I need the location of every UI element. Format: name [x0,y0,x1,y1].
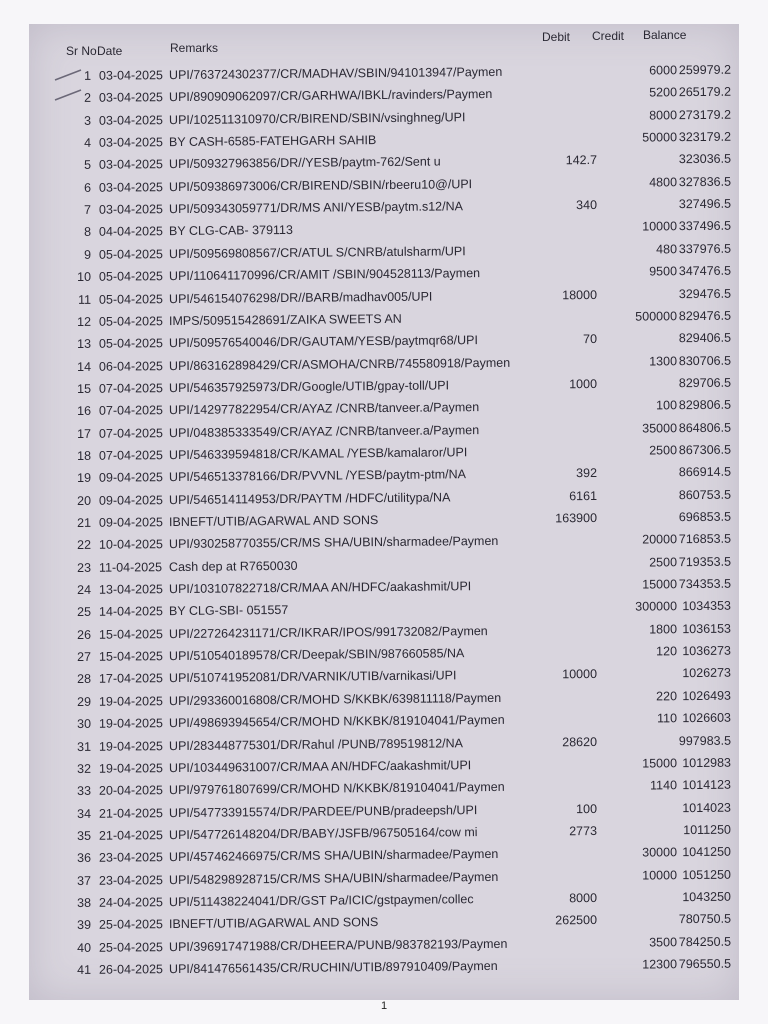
row-debit: 6161 [569,488,598,503]
row-date: 10-04-2025 [98,537,164,553]
row-debit [507,172,597,173]
row-remarks: IBNEFT/UTIB/AGARWAL AND SONS [168,513,379,530]
row-date: 20-04-2025 [98,783,164,798]
row-remarks: UPI/547726148204/DR/BABY/JSFB/967505164/cow mi [168,824,478,842]
row-date: 19-04-2025 [98,693,164,709]
row-debit [507,574,597,575]
row-debit [507,529,597,530]
row-sr-number: 15 [77,381,92,396]
row-sr-number: 10 [77,269,92,285]
row-sr-number: 27 [77,649,92,665]
header-remarks: Remarks [170,41,219,55]
row-balance: 327496.5 [678,196,732,212]
row-remarks: UPI/509569808567/CR/ATUL S/CNRB/atulsharm/UPI [168,244,466,261]
row-balance: 867306.5 [678,442,732,458]
row-remarks: UPI/510741952081/DR/VARNIK/UTIB/varnikasi/UPI [168,668,457,686]
statement-sheet [29,24,739,1000]
row-credit: 220 [656,688,678,704]
row-debit [507,306,597,307]
row-sr-number: 26 [77,627,92,642]
row-sr-number: 35 [77,828,92,843]
row-remarks: UPI/509343059771/DR/MS ANI/YESB/paytm.s12/NA [168,199,463,217]
row-credit: 500000 [635,309,678,324]
row-credit: 50000 [642,130,678,145]
row-date: 05-04-2025 [98,269,164,284]
row-remarks: UPI/548298928715/CR/MS SHA/UBIN/sharmadee/Paymen [168,869,499,887]
row-remarks: UPI/546357925973/DR/Google/UTIB/gpay-toll/UPI [168,378,450,395]
row-remarks: UPI/457462466975/CR/MS SHA/UBIN/sharmadee/Paymen [168,847,499,865]
row-balance: 327836.5 [678,174,732,189]
row-remarks: UPI/510540189578/CR/Deepak/SBIN/987660585/NA [168,646,465,664]
row-debit: 100 [576,801,598,816]
row-sr-number: 13 [77,337,92,352]
row-debit [507,127,597,128]
row-balance: 1026603 [682,710,732,726]
row-balance: 1041250 [682,844,732,860]
row-sr-number: 23 [77,560,92,575]
row-debit [507,686,597,687]
row-balance: 829706.5 [678,375,732,391]
row-remarks: UPI/103107822718/CR/MAA AN/HDFC/aakashmit/UPI [168,579,472,597]
row-date: 25-04-2025 [98,917,164,933]
row-balance: 1014123 [682,777,732,793]
row-date: 24-04-2025 [98,895,164,910]
row-remarks: UPI/103449631007/CR/MAA AN/HDFC/aakashmit/UPI [168,758,472,775]
row-debit [507,842,597,843]
row-sr-number: 18 [77,448,92,463]
row-date: 21-04-2025 [98,805,164,821]
row-sr-number: 1 [83,68,92,83]
row-sr-number: 38 [77,895,92,910]
row-date: 19-04-2025 [98,738,164,754]
row-sr-number: 40 [77,940,92,955]
row-remarks: UPI/142977822954/CR/AYAZ /CNRB/tanveer.a/Paymen [168,400,480,418]
row-date: 25-04-2025 [98,939,164,955]
row-debit [507,932,597,933]
row-credit: 20000 [642,532,678,547]
row-sr-number: 29 [77,694,92,709]
row-balance: 1043250 [682,889,732,905]
row-date: 14-04-2025 [98,604,164,620]
row-balance: 1036153 [682,621,732,636]
row-remarks: BY CLG-SBI- 051557 [168,603,289,619]
header-balance: Balance [643,28,687,42]
row-date: 03-04-2025 [98,157,164,173]
row-sr-number: 21 [77,515,92,530]
row-remarks: UPI/511438224041/DR/GST Pa/ICIC/gstpaymen/collec [168,892,474,910]
row-date: 05-04-2025 [98,313,164,329]
row-credit: 480 [656,241,678,257]
header-credit: Credit [592,29,625,43]
row-debit [507,552,597,553]
row-debit [507,105,597,106]
row-balance: 796550.5 [678,956,732,972]
row-date: 07-04-2025 [98,403,164,418]
row-sr-number: 6 [83,180,92,195]
row-remarks: IMPS/509515428691/ZAIKA SWEETS AN [168,311,402,328]
row-balance: 323179.2 [678,129,732,145]
row-debit: 28620 [562,734,598,749]
row-balance: 780750.5 [678,911,732,927]
row-sr-number: 33 [77,784,92,799]
row-balance: 1014023 [682,800,732,815]
row-remarks: UPI/293360016808/CR/MOHD S/KKBK/639811118/Paymen [168,690,502,708]
row-remarks: BY CLG-CAB- 379113 [168,223,293,239]
row-credit: 120 [656,644,678,659]
row-credit: 2500 [649,443,678,458]
row-debit [507,82,597,83]
row-credit: 2500 [649,554,678,570]
row-debit [507,641,597,642]
row-credit: 1300 [649,353,678,369]
row-sr-number: 30 [77,716,92,732]
row-sr-number: 34 [77,806,92,821]
row-sr-number: 8 [83,225,92,240]
row-date: 26-04-2025 [98,962,164,977]
row-remarks: UPI/547733915574/DR/PARDEE/PUNB/pradeepsh/UPI [168,802,478,820]
row-credit: 10000 [642,867,678,883]
row-balance: 1026493 [682,688,732,703]
row-credit: 9500 [649,264,678,279]
row-balance: 1034353 [682,599,732,614]
row-remarks: UPI/509576540046/DR/GAUTAM/YESB/paytmqr68/UPI [168,333,479,351]
row-date: 13-04-2025 [98,582,164,597]
row-credit: 3500 [649,934,678,950]
row-sr-number: 36 [77,851,92,866]
row-sr-number: 25 [77,605,92,620]
row-remarks: UPI/509327963856/DR//YESB/paytm-762/Sent u [168,154,441,172]
row-sr-number: 37 [77,873,92,888]
row-debit [507,239,597,240]
row-sr-number: 2 [83,91,92,106]
row-remarks: UPI/283448775301/DR/Rahul /PUNB/789519812/NA [168,735,464,753]
row-debit: 10000 [562,667,598,682]
row-remarks: UPI/890909062097/CR/GARHWA/IBKL/ravinders/Paymen [168,87,493,105]
row-sr-number: 39 [77,918,92,933]
header-date: Date [97,44,123,58]
row-balance: 347476.5 [678,263,732,279]
row-credit: 35000 [642,420,678,436]
row-debit: 8000 [569,890,598,906]
row-balance: 337976.5 [678,241,732,256]
row-remarks: UPI/498693945654/CR/MOHD N/KKBK/819104041/Paymen [168,712,505,731]
row-debit [507,619,597,620]
row-remarks: UPI/048385333549/CR/AYAZ /CNRB/tanveer.a/Paymen [168,422,480,440]
row-remarks: UPI/763724302377/CR/MADHAV/SBIN/941013947/Paymen [168,64,503,83]
row-date: 03-04-2025 [98,90,164,106]
row-sr-number: 32 [77,761,92,776]
row-sr-number: 31 [77,739,92,754]
row-sr-number: 20 [77,493,92,508]
row-balance: 734353.5 [678,576,732,592]
page-number: 1 [380,1000,388,1012]
row-debit [507,753,597,754]
row-date: 09-04-2025 [98,470,164,486]
row-credit: 1140 [650,778,678,793]
row-remarks: UPI/509386973006/CR/BIREND/SBIN/rbeeru10@/UPI [168,176,473,194]
row-remarks: UPI/396917471988/CR/DHEERA/PUNB/983782193/Paymen [168,936,508,954]
row-sr-number: 24 [77,582,92,597]
row-sr-number: 11 [77,292,92,307]
row-credit: 100 [656,398,678,413]
row-date: 19-04-2025 [98,716,164,731]
row-balance: 997983.5 [678,733,732,748]
row-sr-number: 7 [83,202,92,217]
row-balance: 273179.2 [678,107,732,122]
row-sr-number: 5 [83,158,92,173]
row-debit: 163900 [555,510,598,526]
row-credit: 5200 [649,85,678,100]
row-credit: 300000 [635,599,678,614]
row-debit [507,775,597,776]
row-date: 05-04-2025 [98,336,164,351]
row-debit [507,395,597,396]
row-balance: 337496.5 [678,219,732,234]
row-balance: 830706.5 [678,353,732,368]
row-date: 03-04-2025 [98,68,164,83]
row-debit [507,954,597,955]
row-date: 03-04-2025 [98,179,164,195]
row-balance: 784250.5 [678,934,732,949]
row-sr-number: 19 [77,471,92,486]
row-date: 09-04-2025 [98,515,164,530]
row-debit [507,708,597,709]
row-credit: 8000 [649,107,678,123]
row-remarks: UPI/863162898429/CR/ASMOHA/CNRB/745580918/Paymen [168,355,511,373]
row-debit [507,261,597,262]
row-credit: 110 [656,711,678,726]
row-remarks: Cash dep at R7650030 [168,558,298,574]
row-balance: 696853.5 [678,509,732,525]
row-balance: 1026273 [682,666,732,681]
row-credit: 15000 [642,756,678,771]
row-remarks: UPI/979761807699/CR/MOHD N/KKBK/819104041/Paymen [168,780,505,798]
row-remarks: BY CASH-6585-FATEHGARH SAHIB [168,133,377,150]
row-sr-number: 4 [83,135,92,150]
row-date: 15-04-2025 [98,649,164,664]
row-remarks: UPI/102511310970/CR/BIREND/SBIN/vsinghneg/UPI [168,109,466,127]
row-remarks: UPI/841476561435/CR/RUCHIN/UTIB/897910409/Paymen [168,958,498,977]
row-date: 19-04-2025 [98,760,164,776]
row-credit: 6000 [649,63,678,78]
row-debit: 262500 [555,913,598,928]
row-date: 07-04-2025 [98,425,164,441]
row-date: 05-04-2025 [98,246,164,262]
row-remarks: UPI/546513378166/DR/PVVNL /YESB/paytm-ptm/NA [168,467,466,485]
row-remarks: UPI/110641170996/CR/AMIT /SBIN/904528113/Paymen [168,266,481,284]
row-debit: 340 [576,198,598,213]
row-balance: 323036.5 [678,152,732,167]
row-balance: 864806.5 [678,420,732,435]
row-date: 21-04-2025 [98,828,164,843]
row-balance: 866914.5 [678,464,732,480]
row-date: 07-04-2025 [98,448,164,463]
row-credit: 1800 [649,621,678,637]
row-debit [507,440,597,441]
row-date: 23-04-2025 [98,850,164,865]
row-debit [507,596,597,597]
row-balance: 265179.2 [678,85,732,100]
row-debit: 70 [583,332,598,347]
row-date: 23-04-2025 [98,872,164,888]
header-sr-no: Sr No [66,44,97,58]
row-debit [507,60,597,61]
row-sr-number: 3 [83,113,92,128]
row-balance: 860753.5 [678,487,732,502]
row-balance: 829406.5 [678,330,732,346]
row-balance: 1012983 [682,755,732,770]
row-date: 05-04-2025 [98,291,164,307]
row-debit: 2773 [569,823,598,839]
row-date: 03-04-2025 [98,202,164,217]
row-sr-number: 9 [83,247,92,262]
row-remarks: UPI/930258770355/CR/MS SHA/UBIN/sharmadee/Paymen [168,534,499,552]
row-sr-number: 28 [77,672,92,687]
row-remarks: UPI/546339594818/CR/KAMAL /YESB/kamalaror/UPI [168,445,468,463]
row-debit [507,216,597,217]
row-remarks: UPI/227264231171/CR/IKRAR/IPOS/991732082/Paymen [168,623,488,641]
row-balance: 716853.5 [678,532,732,547]
row-sr-number: 41 [77,962,92,977]
row-credit: 4800 [649,174,678,190]
row-remarks: UPI/546154076298/DR//BARB/madhav005/UPI [168,289,433,306]
row-sr-number: 12 [77,314,92,329]
row-balance: 829806.5 [678,397,732,413]
row-debit: 18000 [562,287,598,302]
row-credit: 10000 [642,219,678,234]
row-balance: 829476.5 [678,308,732,324]
row-date: 06-04-2025 [98,358,164,374]
row-date: 17-04-2025 [98,671,164,687]
row-date: 11-04-2025 [98,559,163,575]
row-balance: 259979.2 [678,62,732,78]
row-credit: 12300 [642,957,678,972]
row-date: 15-04-2025 [98,626,164,642]
row-date: 04-04-2025 [98,224,164,240]
row-balance: 1036273 [682,643,732,659]
header-debit: Debit [542,30,571,44]
row-debit: 142.7 [565,153,598,168]
row-remarks: UPI/546514114953/DR/PAYTM /HDFC/utilitypa/NA [168,490,451,507]
row-balance: 1051250 [682,867,732,882]
row-remarks: IBNEFT/UTIB/AGARWAL AND SONS [168,915,379,932]
row-date: 09-04-2025 [98,492,164,508]
row-sr-number: 14 [77,359,92,374]
row-sr-number: 16 [77,404,92,419]
row-date: 03-04-2025 [98,112,164,128]
row-date: 07-04-2025 [98,381,164,396]
row-credit: 15000 [642,577,678,592]
row-balance: 719353.5 [678,554,732,569]
row-sr-number: 17 [77,426,92,441]
row-debit: 1000 [569,376,598,392]
row-debit: 392 [576,466,598,481]
row-date: 03-04-2025 [98,135,164,150]
row-balance: 1011250 [683,822,732,838]
row-credit: 30000 [642,845,678,860]
row-balance: 329476.5 [678,286,732,301]
row-sr-number: 22 [77,538,92,553]
